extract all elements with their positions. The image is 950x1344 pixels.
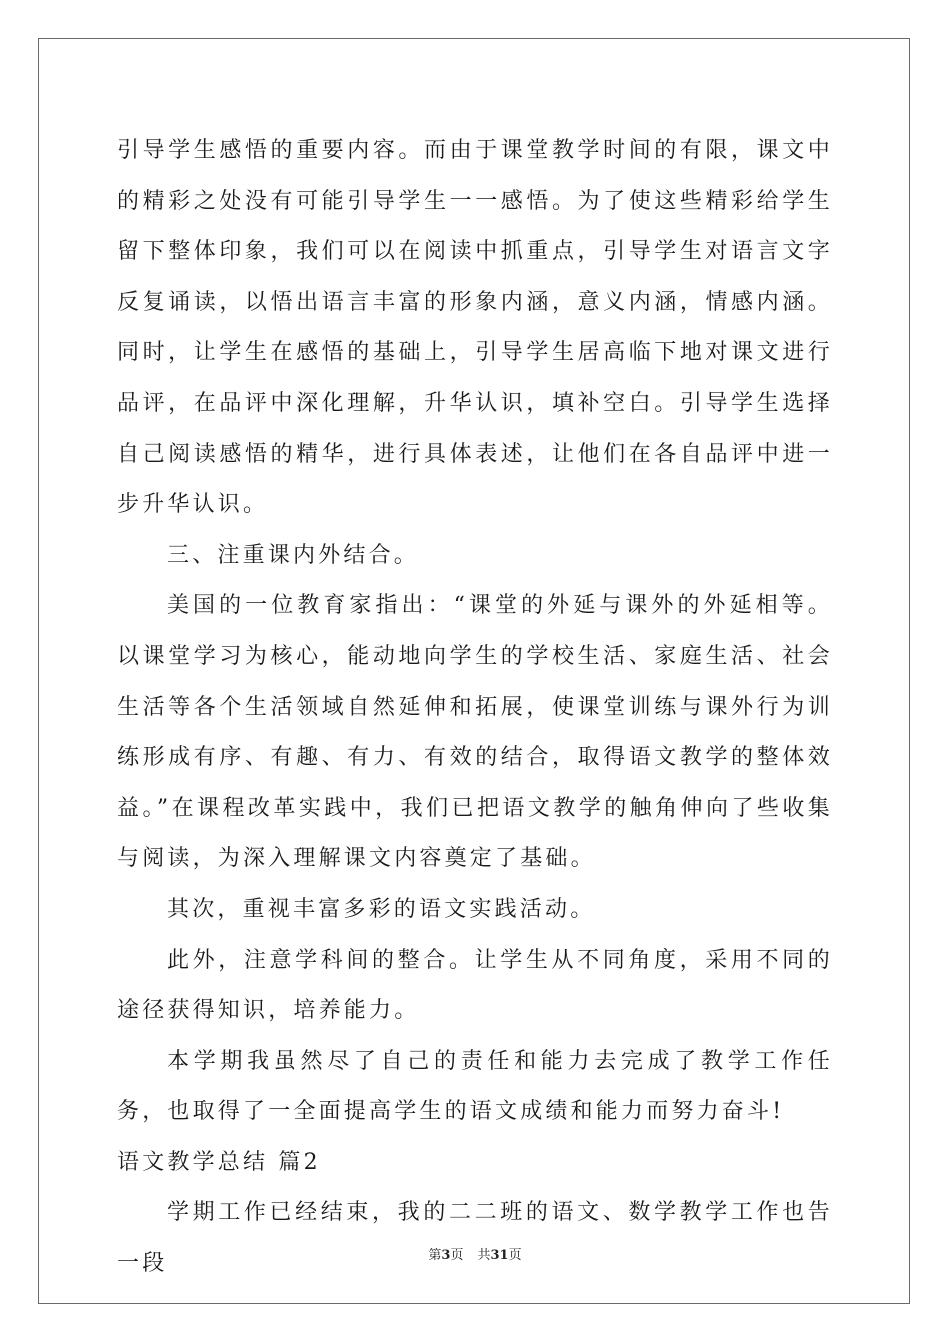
paragraph: 其次，重视丰富多彩的语文实践活动。 <box>167 896 596 922</box>
current-page-number: 3 <box>441 1248 451 1263</box>
paragraph: 引导学生感悟的重要内容。而由于课堂教学时间的有限，课文中的精彩之处没有可能引导学生一一感悟。为了使这些精彩给学生留下整体印象，我们可以在阅读中抓重点，引导学生对语言文字反复诵读，以悟出语言丰富的形象内涵，意义内涵，情感内涵。同时，让学生在感悟的基础上，引导学生居高临下地对课文进行品评，在品评中深化理解，升华认识，填补空白。引导学生选择自己阅读感悟的精华，进行具体表述，让他们在各自品评中进一步升华认识。 <box>117 138 833 518</box>
page-footer <box>0 1247 950 1265</box>
document-body <box>117 126 833 1290</box>
total-page-count: 31 <box>490 1248 509 1263</box>
paragraph: 美国的一位教育家指出：“课堂的外延与课外的外延相等。以课堂学习为核心，能动地向学生的学校生活、家庭生活、社会生活等各个生活领域自然延伸和拓展，使课堂训练与课外行为训练形成有序、有趣、有力、有效的结合，取得语文教学的整体效益。”在课程改革实践中，我们已把语文教学的触角伸向了些收集与阅读，为深入理解课文内容奠定了基础。 <box>117 593 833 872</box>
section-heading: 三、注重课内外结合。 <box>167 542 420 568</box>
paragraph: 本学期我虽然尽了自己的责任和能力去完成了教学工作任务，也取得了一全面提高学生的语文成绩和能力而努力奋斗! <box>117 1048 833 1125</box>
article-title: 语文教学总结 篇2 <box>117 1149 321 1175</box>
page-suffix: 页 <box>450 1248 464 1263</box>
paragraph: 此外，注意学科间的整合。让学生从不同角度，采用不同的途径获得知识，培养能力。 <box>117 947 833 1024</box>
total-prefix: 共 <box>477 1248 491 1263</box>
paragraph: 学期工作已经结束，我的二二班的语文、数学教学工作也告一段 <box>117 1200 833 1277</box>
page-prefix: 第 <box>428 1248 442 1263</box>
total-suffix: 页 <box>508 1248 522 1263</box>
